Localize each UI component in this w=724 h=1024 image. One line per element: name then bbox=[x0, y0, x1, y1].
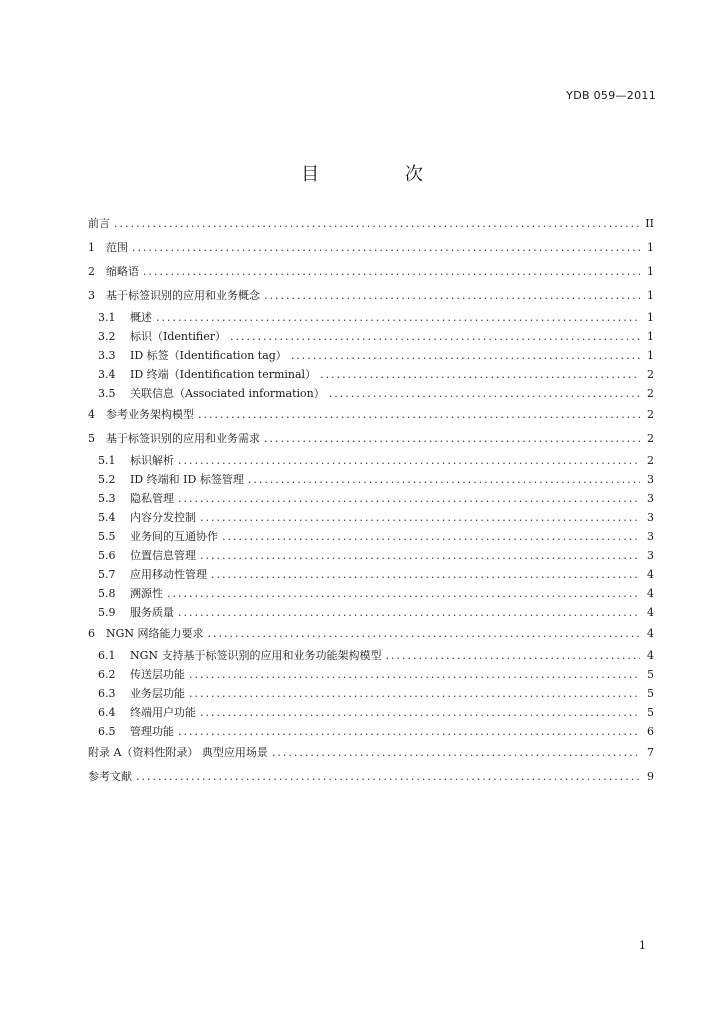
toc-dot-leader bbox=[320, 365, 640, 384]
toc-entry-title: 业务间的互通协作 bbox=[130, 530, 218, 543]
toc-entry-title: NGN 支持基于标签识别的应用和业务功能架构模型 bbox=[130, 649, 382, 662]
toc-dot-leader bbox=[198, 403, 640, 427]
toc-dot-leader bbox=[200, 703, 640, 722]
toc-dot-leader bbox=[222, 527, 640, 546]
toc-entry-page: 3 bbox=[647, 549, 654, 562]
toc-entry[interactable] bbox=[88, 741, 654, 765]
toc-entry[interactable] bbox=[88, 622, 654, 646]
toc-entry-page: 3 bbox=[647, 492, 654, 505]
toc-entry-title: 终端用户功能 bbox=[130, 706, 196, 719]
toc-dot-leader bbox=[178, 451, 640, 470]
toc-entry-number: 6.1 bbox=[98, 649, 116, 662]
toc-entry-title: 溯源性 bbox=[130, 587, 163, 600]
toc-title: 目 次 bbox=[301, 164, 463, 185]
toc-entry-page: 4 bbox=[647, 649, 654, 662]
toc-entry-number: 1 bbox=[88, 241, 95, 254]
toc-entry-page: 1 bbox=[647, 241, 654, 254]
document-code: YDB 059—2011 bbox=[566, 89, 656, 102]
toc-entry-number: 5.5 bbox=[98, 530, 116, 543]
toc-entry-number: 2 bbox=[88, 265, 95, 278]
toc-entry[interactable] bbox=[88, 527, 654, 546]
toc-entry-title: ID 终端和 ID 标签管理 bbox=[130, 473, 244, 486]
toc-entry-number: 5.2 bbox=[98, 473, 116, 486]
toc-entry[interactable] bbox=[88, 260, 654, 284]
toc-entry-page: 1 bbox=[647, 265, 654, 278]
toc-entry-number: 5.6 bbox=[98, 549, 116, 562]
toc-dot-leader bbox=[178, 603, 640, 622]
toc-dot-leader bbox=[178, 489, 640, 508]
toc-entry[interactable] bbox=[88, 236, 654, 260]
toc-entry-page: 4 bbox=[647, 606, 654, 619]
toc-entry[interactable] bbox=[88, 765, 654, 789]
toc-dot-leader bbox=[211, 565, 640, 584]
toc-entry-page: 4 bbox=[647, 627, 654, 640]
toc-entry[interactable] bbox=[88, 212, 654, 236]
toc-dot-leader bbox=[156, 308, 640, 327]
toc-entry-title: 标识解析 bbox=[130, 454, 174, 467]
toc-entry-title: 隐私管理 bbox=[130, 492, 174, 505]
toc-entry[interactable] bbox=[88, 470, 654, 489]
toc-entry-page: 2 bbox=[647, 432, 654, 445]
toc-dot-leader bbox=[200, 508, 640, 527]
toc-entry-title: 业务层功能 bbox=[130, 687, 185, 700]
toc-entry-title: 基于标签识别的应用和业务需求 bbox=[106, 432, 260, 445]
toc-dot-leader bbox=[291, 346, 640, 365]
toc-entry-title: 参考业务架构模型 bbox=[106, 408, 194, 421]
toc-dot-leader bbox=[189, 684, 640, 703]
toc-entry[interactable] bbox=[88, 365, 654, 384]
toc-entry-page: 7 bbox=[647, 746, 654, 759]
toc-dot-leader bbox=[208, 622, 640, 646]
toc-dot-leader bbox=[167, 584, 640, 603]
toc-entry[interactable] bbox=[88, 684, 654, 703]
toc-dot-leader bbox=[189, 665, 640, 684]
toc-entry[interactable] bbox=[88, 646, 654, 665]
toc-dot-leader bbox=[200, 546, 640, 565]
toc-entry-number: 5.9 bbox=[98, 606, 116, 619]
toc-entry-title: ID 终端（Identification terminal） bbox=[130, 368, 317, 381]
toc-entry-page: 1 bbox=[647, 311, 654, 324]
toc-entry-number: 5.1 bbox=[98, 454, 116, 467]
toc-entry-page: 3 bbox=[647, 530, 654, 543]
toc-entry[interactable] bbox=[88, 346, 654, 365]
toc-entry-number: 3.5 bbox=[98, 387, 116, 400]
toc-entry-number: 5.3 bbox=[98, 492, 116, 505]
toc-entry[interactable] bbox=[88, 546, 654, 565]
toc-entry-number: 5.4 bbox=[98, 511, 116, 524]
toc-entry[interactable] bbox=[88, 308, 654, 327]
toc-entry-number: 3.2 bbox=[98, 330, 116, 343]
toc-dot-leader bbox=[272, 741, 640, 765]
toc-entry-number: 5 bbox=[88, 432, 95, 445]
toc-entry-page: 5 bbox=[647, 706, 654, 719]
toc-entry-title: 标识（Identifier） bbox=[130, 330, 227, 343]
toc-entry-page: II bbox=[645, 217, 654, 230]
toc-entry[interactable] bbox=[88, 665, 654, 684]
toc-entry[interactable] bbox=[88, 703, 654, 722]
toc-entry-title: NGN 网络能力要求 bbox=[106, 627, 204, 640]
toc-entry-page: 5 bbox=[647, 687, 654, 700]
toc-entry[interactable] bbox=[88, 284, 654, 308]
toc-entry-number: 5.8 bbox=[98, 587, 116, 600]
toc-entry-page: 1 bbox=[647, 349, 654, 362]
toc-entry-number: 6.2 bbox=[98, 668, 116, 681]
toc-entry-title: 传送层功能 bbox=[130, 668, 185, 681]
toc-entry-title: ID 标签（Identification tag） bbox=[130, 349, 287, 362]
toc-entry-number: 6 bbox=[88, 627, 95, 640]
toc-entry-number: 5.7 bbox=[98, 568, 116, 581]
toc-dot-leader bbox=[248, 470, 640, 489]
toc-entry-title: 管理功能 bbox=[130, 725, 174, 738]
toc-entry[interactable] bbox=[88, 403, 654, 427]
toc-entry-page: 5 bbox=[647, 668, 654, 681]
table-of-contents bbox=[88, 212, 654, 789]
toc-entry-number: 6.4 bbox=[98, 706, 116, 719]
toc-dot-leader bbox=[178, 722, 640, 741]
toc-entry-title: 附录 A（资料性附录） 典型应用场景 bbox=[88, 746, 268, 759]
toc-entry-title: 范围 bbox=[106, 241, 128, 254]
toc-entry-page: 2 bbox=[647, 368, 654, 381]
toc-entry[interactable] bbox=[88, 489, 654, 508]
toc-entry-page: 3 bbox=[647, 473, 654, 486]
toc-dot-leader bbox=[264, 284, 640, 308]
toc-entry-title: 概述 bbox=[130, 311, 152, 324]
toc-entry[interactable] bbox=[88, 427, 654, 451]
toc-entry-page: 1 bbox=[647, 330, 654, 343]
toc-entry-page: 2 bbox=[647, 387, 654, 400]
toc-entry-page: 1 bbox=[647, 289, 654, 302]
toc-entry-number: 3.1 bbox=[98, 311, 116, 324]
toc-entry-page: 2 bbox=[647, 454, 654, 467]
toc-entry-number: 6.3 bbox=[98, 687, 116, 700]
toc-entry-page: 4 bbox=[647, 568, 654, 581]
toc-entry-number: 4 bbox=[88, 408, 95, 421]
toc-entry-number: 3 bbox=[88, 289, 95, 302]
toc-entry-page: 3 bbox=[647, 511, 654, 524]
toc-entry[interactable] bbox=[88, 384, 654, 403]
toc-dot-leader bbox=[132, 236, 640, 260]
toc-entry-page: 9 bbox=[647, 770, 654, 783]
toc-entry-title: 内容分发控制 bbox=[130, 511, 196, 524]
toc-entry[interactable] bbox=[88, 508, 654, 527]
page-number: 1 bbox=[639, 939, 646, 952]
toc-entry[interactable] bbox=[88, 722, 654, 741]
toc-dot-leader bbox=[264, 427, 640, 451]
toc-entry-number: 3.3 bbox=[98, 349, 116, 362]
toc-entry[interactable] bbox=[88, 603, 654, 622]
toc-entry-number: 6.5 bbox=[98, 725, 116, 738]
toc-entry[interactable] bbox=[88, 451, 654, 470]
toc-entry-number: 3.4 bbox=[98, 368, 116, 381]
toc-entry-title: 基于标签识别的应用和业务概念 bbox=[106, 289, 260, 302]
toc-entry-title: 缩略语 bbox=[106, 265, 139, 278]
toc-entry-title: 前言 bbox=[88, 217, 110, 230]
toc-entry-title: 参考文献 bbox=[88, 770, 132, 783]
toc-dot-leader bbox=[329, 384, 640, 403]
toc-entry-page: 2 bbox=[647, 408, 654, 421]
toc-entry[interactable] bbox=[88, 327, 654, 346]
toc-entry-title: 服务质量 bbox=[130, 606, 174, 619]
toc-entry-title: 应用移动性管理 bbox=[130, 568, 207, 581]
toc-entry-title: 位置信息管理 bbox=[130, 549, 196, 562]
toc-entry-page: 6 bbox=[647, 725, 654, 738]
toc-entry-page: 4 bbox=[647, 587, 654, 600]
toc-dot-leader bbox=[136, 765, 640, 789]
toc-entry[interactable] bbox=[88, 584, 654, 603]
toc-dot-leader bbox=[114, 212, 640, 236]
toc-entry[interactable] bbox=[88, 565, 654, 584]
toc-entry-title: 关联信息（Associated information） bbox=[130, 387, 325, 400]
toc-dot-leader bbox=[143, 260, 640, 284]
toc-dot-leader bbox=[230, 327, 640, 346]
toc-dot-leader bbox=[386, 646, 640, 665]
